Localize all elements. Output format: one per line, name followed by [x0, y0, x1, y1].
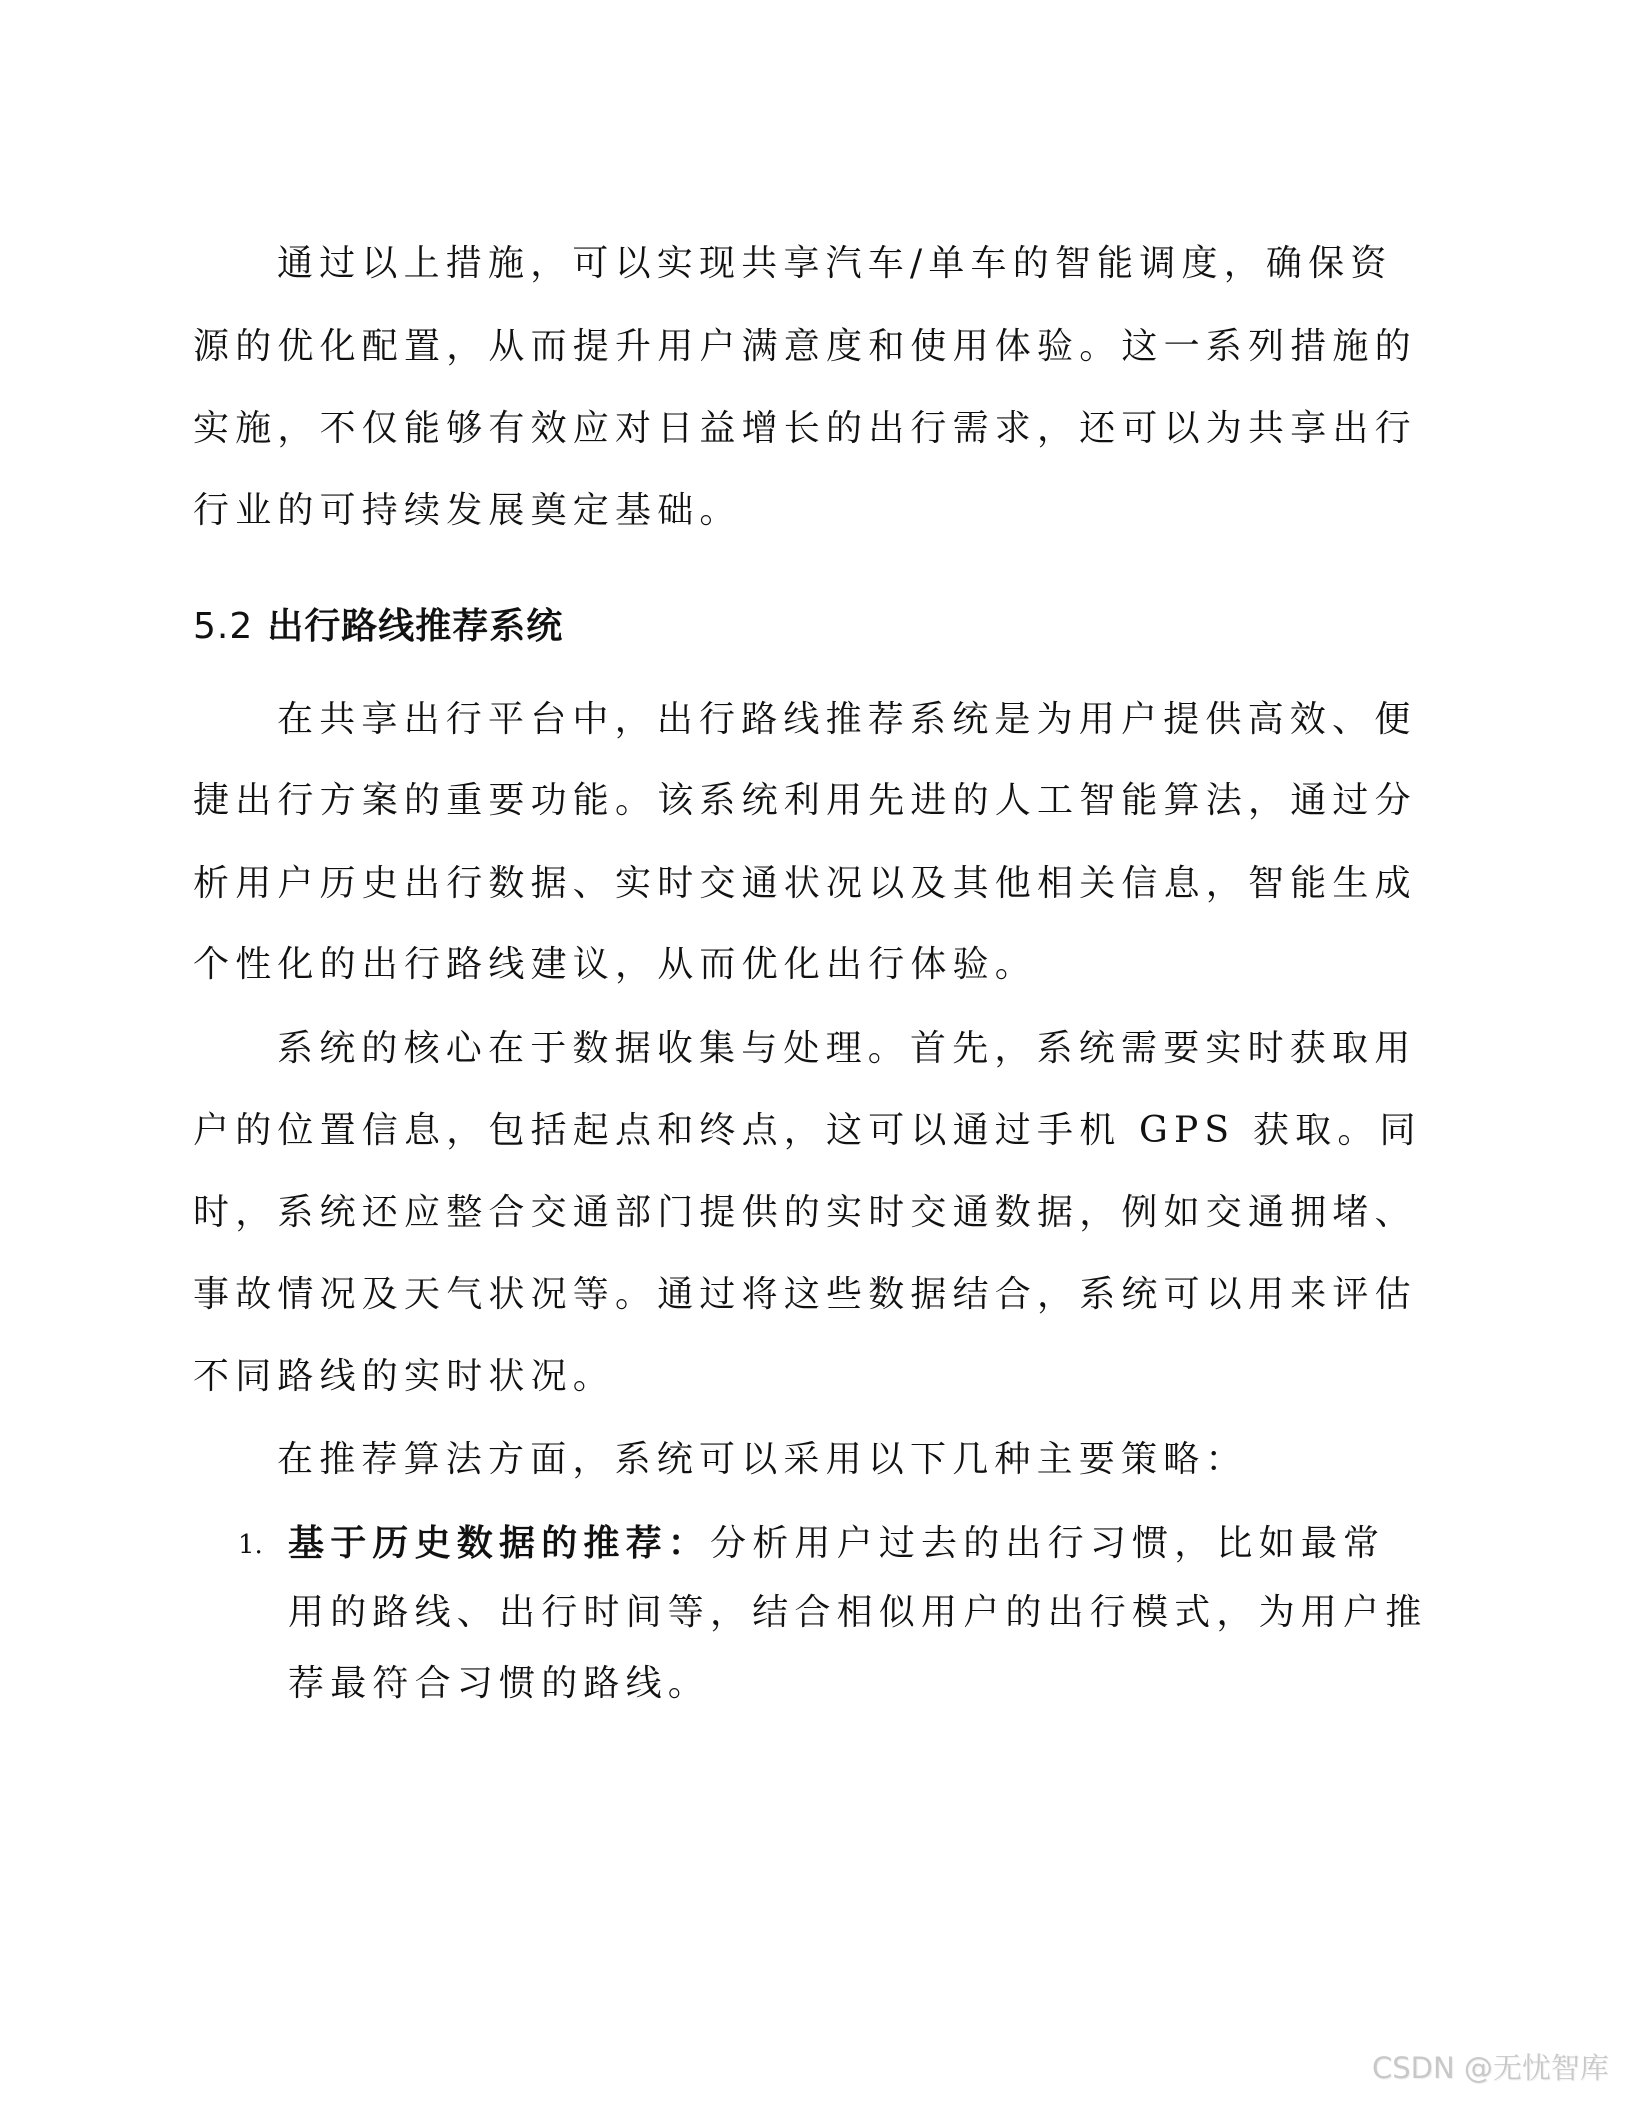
- paragraph-line: 在共享出行平台中，出行路线推荐系统是为用户提供高效、便: [277, 699, 1417, 740]
- paragraph-line: 析用户历史出行数据、实时交通状况以及其他相关信息，智能生成: [193, 863, 1417, 904]
- paragraph-line: 个性化的出行路线建议，从而优化出行体验。: [193, 944, 1038, 985]
- list-line: [288, 1521, 1385, 1566]
- paragraph-line: 事故情况及天气状况等。通过将这些数据结合，系统可以用来评估: [193, 1274, 1417, 1315]
- paragraph-line: 不同路线的实时状况。: [193, 1356, 616, 1397]
- paragraph-line: 通过以上措施，可以实现共享汽车/单车的智能调度，确保资: [277, 243, 1393, 284]
- paragraph-line: 捷出行方案的重要功能。该系统利用先进的人工智能算法，通过分: [193, 780, 1417, 821]
- paragraph-line: 行业的可持续发展奠定基础。: [193, 490, 742, 531]
- paragraph-line: 在推荐算法方面，系统可以采用以下几种主要策略：: [277, 1439, 1248, 1480]
- section-title: 出行路线推荐系统: [267, 606, 564, 647]
- paragraph-line: 户的位置信息，包括起点和终点，这可以通过手机 GPS 获取。同: [193, 1110, 1422, 1151]
- section-number: 5.2: [193, 606, 254, 647]
- paragraph-line: 源的优化配置，从而提升用户满意度和使用体验。这一系列措施的: [193, 326, 1417, 367]
- paragraph-line: 系统的核心在于数据收集与处理。首先，系统需要实时获取用: [277, 1028, 1417, 1069]
- section-heading: [193, 604, 563, 650]
- list-line: 荐最符合习惯的路线。: [288, 1663, 711, 1704]
- watermark: CSDN @无忧智库: [1372, 2051, 1609, 2085]
- paragraph-line: 时，系统还应整合交通部门提供的实时交通数据，例如交通拥堵、: [193, 1192, 1417, 1233]
- paragraph-line: 实施，不仅能够有效应对日益增长的出行需求，还可以为共享出行: [193, 408, 1417, 449]
- list-text: 分析用户过去的出行习惯，比如最常: [710, 1523, 1386, 1564]
- list-number: 1.: [238, 1530, 263, 1560]
- list-line: 用的路线、出行时间等，结合相似用户的出行模式，为用户推: [288, 1592, 1428, 1633]
- list-bold-prefix: 基于历史数据的推荐：: [288, 1522, 711, 1564]
